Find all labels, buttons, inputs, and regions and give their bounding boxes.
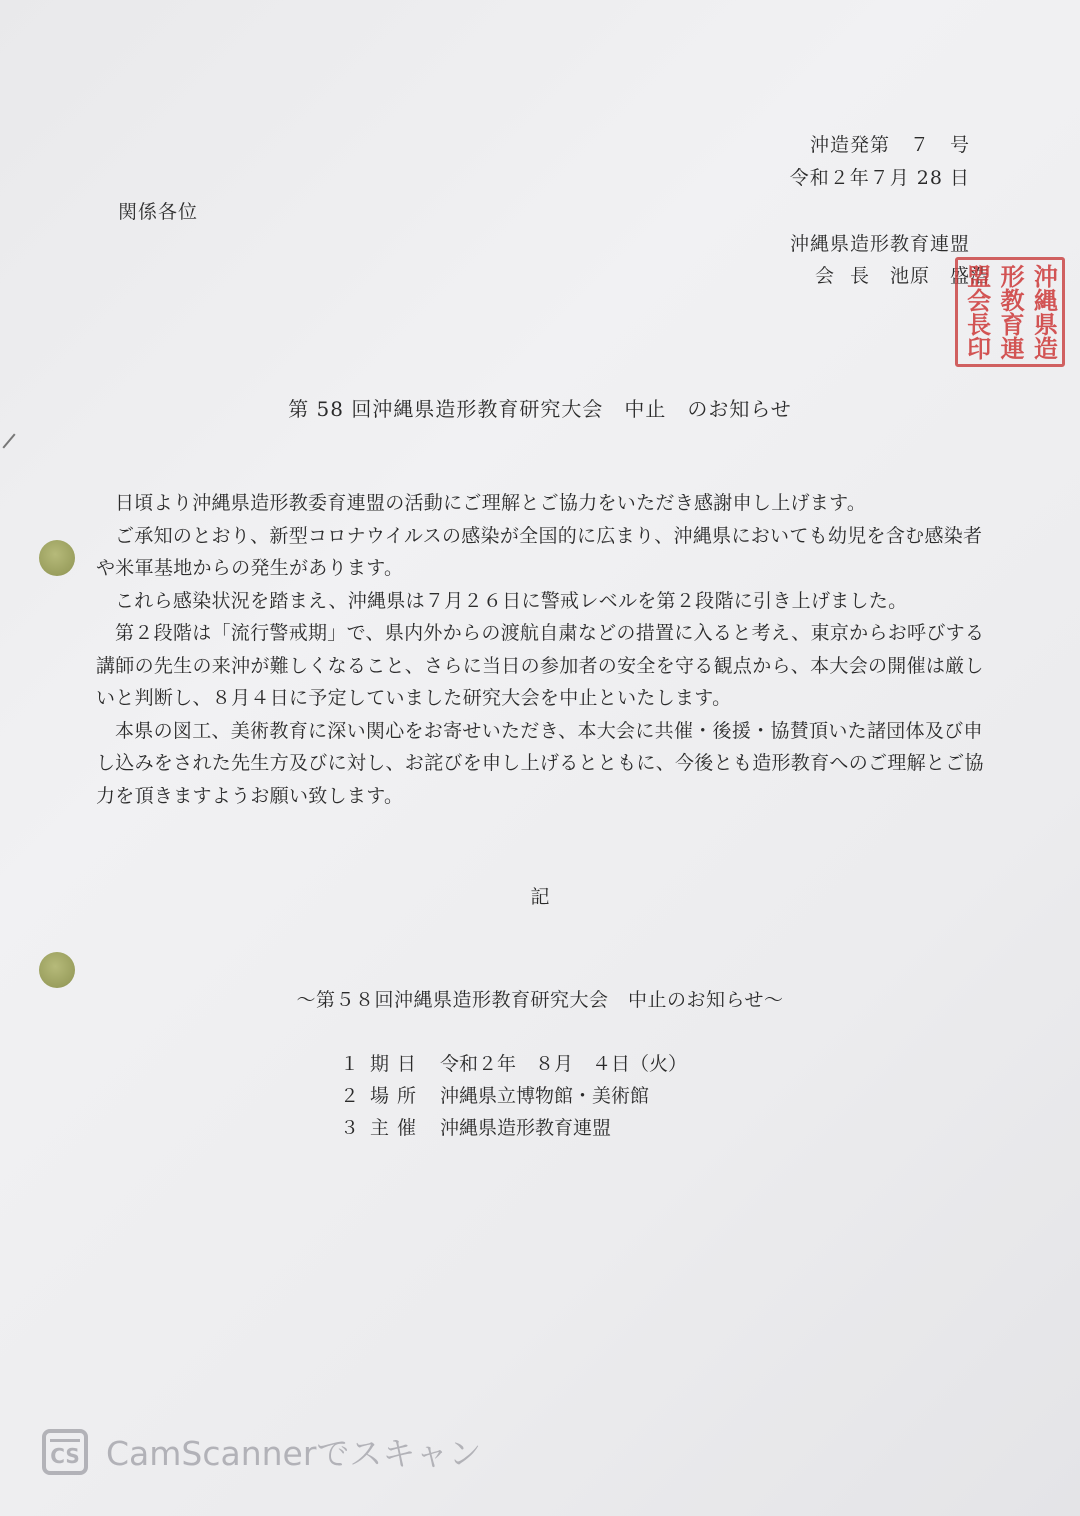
seal-text: 盟会長印 [962, 264, 992, 360]
detail-value: 沖縄県造形教育連盟 [440, 1116, 612, 1139]
body-paragraph: 第２段階は「流行警戒期」で、県内外からの渡航自粛などの措置に入ると考え、東京からお呼びする講師の先生の来沖が難しくなること、さらに当日の参加者の安全を守る観点から、本大会の開催は厳しいと判断し、８月４日に予定していました研究大会を中止といたします。 [96, 622, 985, 709]
detail-number: １ [340, 1052, 360, 1075]
president-name: 会 長 池原 盛浩 [815, 265, 991, 287]
scan-mark [2, 433, 15, 448]
seal-text: 形教育連 [995, 264, 1025, 360]
detail-row-place [340, 1078, 687, 1110]
detail-row-host [340, 1110, 687, 1142]
watermark-text: CamScannerでスキャン [106, 1434, 482, 1473]
detail-row-date [340, 1046, 687, 1078]
organization-name: 沖縄県造形教育連盟 [789, 233, 970, 255]
document-title: 第 58 回沖縄県造形教育研究大会 中止 のお知らせ [288, 397, 792, 421]
punch-hole [39, 952, 75, 988]
details-list [340, 1046, 687, 1142]
document-date: 令和２年７月 28 日 [789, 167, 970, 189]
body-paragraph: 日頃より沖縄県造形教委育連盟の活動にご理解とご協力をいただき感謝申し上げます。 [115, 492, 867, 514]
camscanner-watermark [42, 1428, 481, 1475]
red-seal-stamp [955, 257, 1065, 367]
body-paragraph: ご承知のとおり、新型コロナウイルスの感染が全国的に広まり、沖縄県においても幼児を含む感染者や米軍基地からの発生があります。 [96, 524, 983, 579]
seal-column [1029, 262, 1059, 362]
body-paragraph: 本県の図工、美術教育に深い関心をお寄せいただき、本大会に共催・後援・協賛頂いた諸団体及び申し込みをされた先生方及びに対し、お詫びを申し上げるとともに、今後とも造形教育へのご理解とご協力を頂きますようお願い致します。 [96, 719, 984, 807]
detail-label: 主催 [370, 1116, 425, 1139]
body-text [96, 487, 996, 812]
detail-label: 期日 [370, 1052, 425, 1075]
punch-hole [39, 540, 75, 576]
detail-number: ２ [340, 1084, 360, 1107]
seal-text: 沖縄県造 [1029, 264, 1059, 360]
notice-subtitle: ～第５８回沖縄県造形教育研究大会 中止のお知らせ～ [296, 989, 784, 1011]
detail-value: 沖縄県立博物館・美術館 [440, 1084, 650, 1107]
detail-value: 令和２年 ８月 ４日（火） [440, 1052, 688, 1075]
detail-number: ３ [340, 1116, 360, 1139]
detail-label: 場所 [370, 1084, 425, 1107]
seal-column [962, 262, 992, 362]
addressee: 関係各位 [118, 201, 199, 223]
logo-text: CS [50, 1443, 80, 1468]
document-number: 沖造発第 ７ 号 [809, 134, 970, 156]
ki-heading: 記 [530, 886, 550, 908]
seal-column [995, 262, 1025, 362]
camscanner-logo-icon [42, 1429, 88, 1475]
body-paragraph: これら感染状況を踏まえ、沖縄県は７月２６日に警戒レベルを第２段階に引き上げました。 [115, 589, 908, 612]
